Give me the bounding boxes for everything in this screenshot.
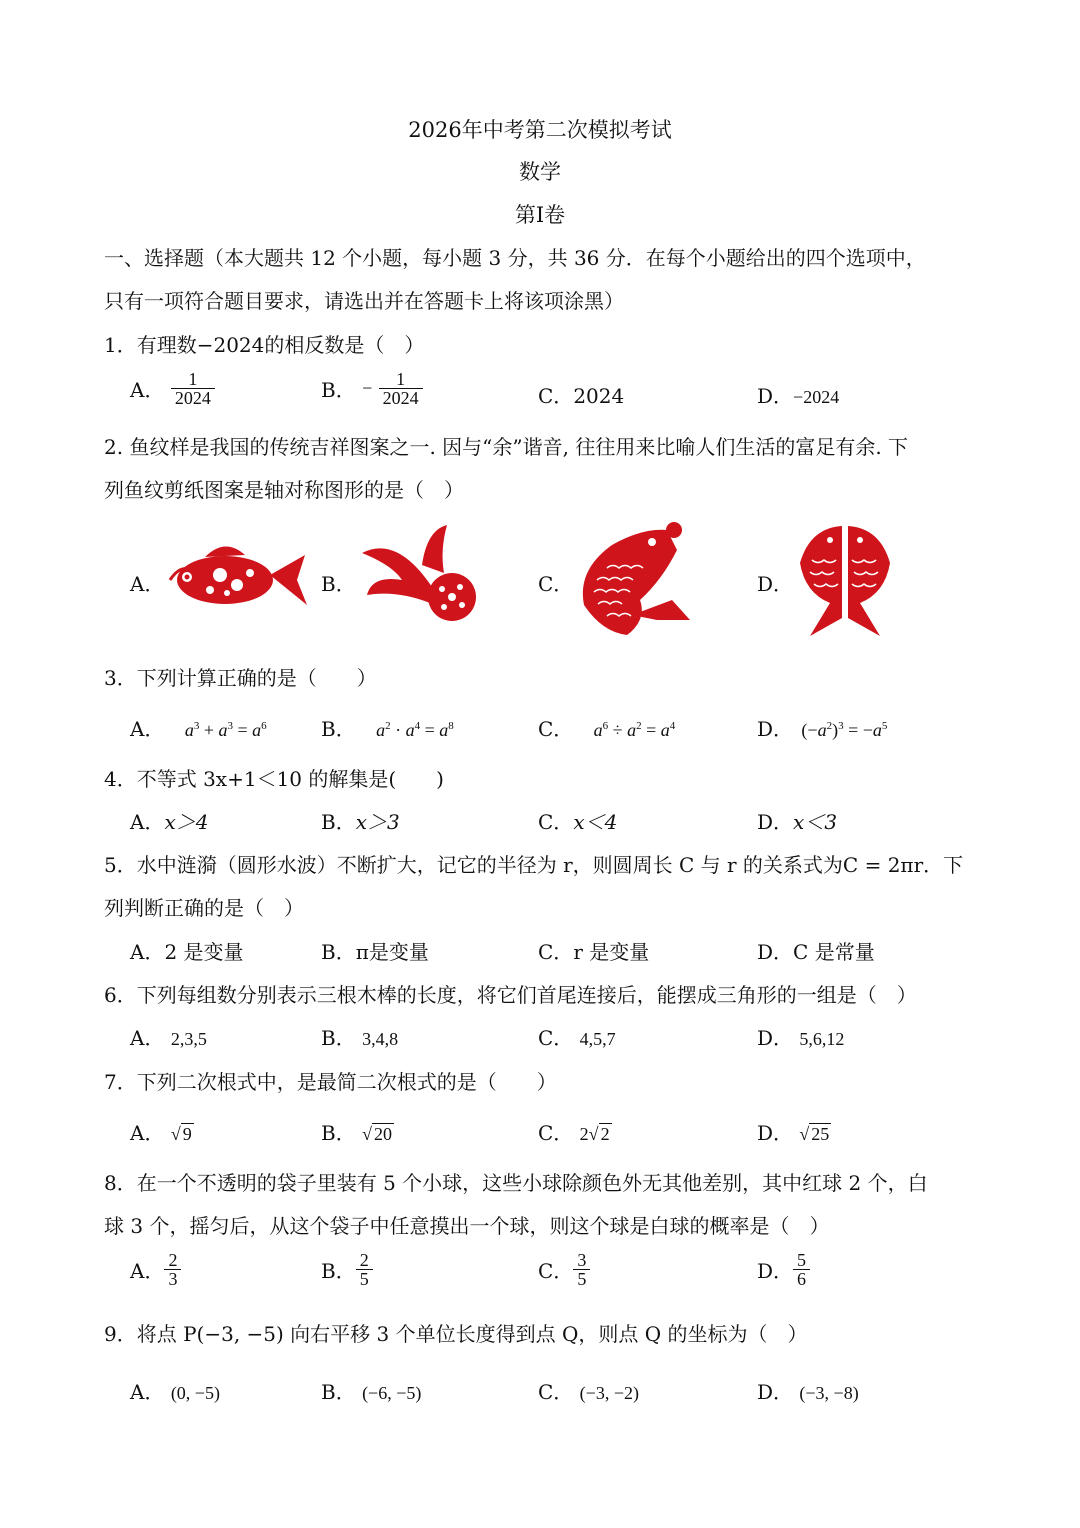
radicand: 25 (811, 1124, 830, 1144)
q3-stem: 3．下列计算正确的是（ ） (104, 666, 377, 690)
option-label: D． (757, 1026, 794, 1050)
fraction (356, 1251, 373, 1288)
option-value: (0, −5) (170, 1383, 220, 1403)
q4-option-b (321, 806, 400, 835)
option-label: C． (538, 810, 574, 834)
volume-title: 第Ⅰ卷 (514, 203, 566, 227)
q7-option-c (538, 1117, 612, 1146)
fraction-denominator: 2024 (171, 388, 215, 407)
fraction-numerator: 2 (168, 1250, 178, 1270)
option-value: (−6, −5) (362, 1383, 422, 1403)
q5-option-b (321, 936, 429, 965)
q1-stem: 1．有理数−2024的相反数是（ ） (104, 333, 425, 357)
option-label: D． (757, 810, 794, 834)
q6-option-b (321, 1022, 398, 1051)
q8-option-d (757, 1251, 810, 1288)
fraction (573, 1251, 590, 1288)
option-label: C． (538, 1259, 574, 1283)
q8-option-c (538, 1251, 590, 1288)
square-root: √ 25 (799, 1124, 830, 1144)
fraction-denominator: 6 (793, 1269, 810, 1288)
option-label: D． (757, 384, 794, 408)
option-label: C． (538, 384, 574, 408)
q1-option-b (321, 370, 423, 407)
option-label: A． (130, 810, 165, 834)
q7-option-a (130, 1117, 194, 1146)
option-label: B． (321, 1026, 356, 1050)
option-value: 5,6,12 (799, 1029, 845, 1049)
option-value: x＜4 (573, 810, 618, 834)
radicand: 9 (182, 1124, 192, 1144)
q6-stem: 6．下列每组数分别表示三根木棒的长度，将它们首尾连接后，能摆成三角形的一组是（ ） (104, 983, 917, 1007)
option-value: 2024 (573, 384, 625, 408)
square-root: √ 20 (362, 1124, 392, 1144)
q5-option-d (757, 936, 875, 965)
fraction-numerator: 3 (577, 1250, 587, 1270)
q6-option-c (538, 1022, 616, 1051)
option-value: 2,3,5 (170, 1029, 207, 1049)
option-label: C． (538, 1380, 574, 1404)
option-label: B． (321, 1121, 356, 1145)
option-label: C． (538, 717, 574, 741)
option-label: A． (130, 1380, 165, 1404)
option-label: A． (130, 717, 165, 741)
fraction-numerator: 2 (359, 1250, 369, 1270)
option-value: r 是变量 (573, 940, 650, 964)
q7-stem: 7．下列二次根式中，是最简二次根式的是（ ） (104, 1070, 557, 1094)
q6-option-d (757, 1022, 844, 1051)
q2-fish-image-a (165, 535, 310, 620)
option-value: 4,5,7 (579, 1029, 616, 1049)
subject-title: 数学 (519, 160, 561, 184)
fraction-denominator: 5 (356, 1269, 373, 1288)
option-formula: $a^2 \cdot a^4 = a^8$ (376, 720, 454, 740)
q9-stem: 9．将点 P(−3, −5) 向右平移 3 个单位长度得到点 Q，则点 Q 的坐标为（ ） (104, 1322, 808, 1346)
section-instructions-line2: 只有一项符合题目要求，请选出并在答题卡上将该项涂黑） (104, 289, 624, 313)
q5-option-a (130, 936, 244, 965)
q4-stem: 4．不等式 3x+1＜10 的解集是( ) (104, 767, 444, 791)
q9-option-d (757, 1376, 859, 1405)
q1-option-a (130, 370, 215, 407)
q8-option-a (130, 1251, 181, 1288)
fraction (164, 1251, 181, 1288)
q8-stem-line1: 8．在一个不透明的袋子里装有 5 个小球，这些小球除颜色外无其他差别，其中红球 2 个，白 (104, 1171, 928, 1195)
q3-option-c (538, 713, 675, 742)
q4-option-a (130, 806, 208, 835)
square-root: √ 2 (588, 1124, 610, 1144)
option-label: A． (130, 940, 165, 964)
q2-fish-image-d (790, 518, 900, 638)
option-label: D． (757, 940, 794, 964)
q2-stem-line2: 列鱼纹剪纸图案是轴对称图形的是（ ） (104, 478, 464, 502)
option-label: B． (321, 1259, 356, 1283)
exam-title: 2026年中考第二次模拟考试 (408, 118, 672, 142)
option-label: B． (321, 378, 356, 402)
option-label: D． (757, 1121, 794, 1145)
fraction (793, 1251, 810, 1288)
option-value: x＞3 (355, 810, 400, 834)
option-formula: $a^6 \div a^2 = a^4$ (593, 720, 676, 740)
option-label: B． (321, 940, 356, 964)
q9-option-c (538, 1376, 639, 1405)
q8-option-b (321, 1251, 373, 1288)
minus-sign: − (362, 378, 373, 398)
q4-option-d (757, 806, 837, 835)
q2-fish-image-c (572, 520, 697, 640)
q2-label-d: D． (757, 572, 794, 596)
option-label: B． (321, 810, 356, 834)
q5-stem-line2: 列判断正确的是（ ） (104, 896, 304, 920)
option-label: C． (538, 1026, 574, 1050)
fraction-denominator: 3 (164, 1269, 181, 1288)
q3-option-a (130, 713, 267, 742)
option-label: A． (130, 378, 165, 402)
option-value: x＜3 (793, 810, 838, 834)
option-label: B． (321, 1380, 356, 1404)
q2-label-c: C． (538, 572, 574, 596)
radicand: 20 (373, 1124, 392, 1144)
q5-stem-line1: 5．水中涟漪（圆形水波）不断扩大，记它的半径为 r，则圆周长 C 与 r 的关系式为C = 2πr．下 (104, 853, 964, 877)
option-label: B． (321, 717, 356, 741)
fraction-denominator: 2024 (379, 388, 423, 407)
option-value: C 是常量 (793, 940, 875, 964)
q3-option-d (757, 713, 887, 742)
radicand: 2 (600, 1124, 610, 1144)
q2-fish-image-b (352, 525, 487, 625)
q3-option-b (321, 713, 454, 742)
q2-label-a: A． (130, 572, 165, 596)
option-value: x＞4 (164, 810, 209, 834)
q8-stem-line2: 球 3 个，摇匀后，从这个袋子中任意摸出一个球，则这个球是白球的概率是（ ） (104, 1214, 830, 1238)
option-formula: $a^3 + a^3 = a^6$ (184, 720, 267, 740)
q2-stem-line1: 2. 鱼纹样是我国的传统吉祥图案之一. 因与“余”谐音, 往往用来比喻人们生活的富足有余. 下 (104, 435, 909, 459)
q5-option-c (538, 936, 649, 965)
coefficient: 2 (579, 1124, 589, 1144)
fraction-numerator: 1 (188, 369, 198, 389)
fraction-numerator: 1 (396, 369, 406, 389)
q7-option-b (321, 1117, 394, 1146)
fraction-numerator: 5 (797, 1250, 807, 1270)
option-value: −2024 (793, 387, 840, 407)
q4-option-c (538, 806, 617, 835)
option-label: C． (538, 940, 574, 964)
q6-option-a (130, 1022, 207, 1051)
option-value: 2 是变量 (164, 940, 244, 964)
q7-option-d (757, 1117, 831, 1146)
fraction-denominator: 5 (573, 1269, 590, 1288)
option-label: D． (757, 1259, 794, 1283)
option-label: A． (130, 1026, 165, 1050)
option-label: A． (130, 1121, 165, 1145)
option-formula: $(-a^2)^3 = -a^5$ (801, 720, 888, 740)
option-label: A． (130, 1259, 165, 1283)
option-value: (−3, −2) (579, 1383, 639, 1403)
q1-option-d (757, 380, 839, 409)
option-label: D． (757, 1380, 794, 1404)
fraction (379, 370, 423, 407)
square-root: √ 9 (170, 1124, 192, 1144)
q9-option-b (321, 1376, 421, 1405)
option-value: (−3, −8) (799, 1383, 859, 1403)
q2-label-b: B． (321, 572, 356, 596)
q1-option-c (538, 380, 624, 409)
q9-option-a (130, 1376, 220, 1405)
fraction (171, 370, 215, 407)
option-value: 3,4,8 (362, 1029, 399, 1049)
option-label: C． (538, 1121, 574, 1145)
option-value: π是变量 (355, 940, 429, 964)
option-label: D． (757, 717, 794, 741)
section-instructions-line1: 一、选择题（本大题共 12 个小题，每小题 3 分，共 36 分．在每个小题给出的四个选项中， (104, 246, 926, 270)
